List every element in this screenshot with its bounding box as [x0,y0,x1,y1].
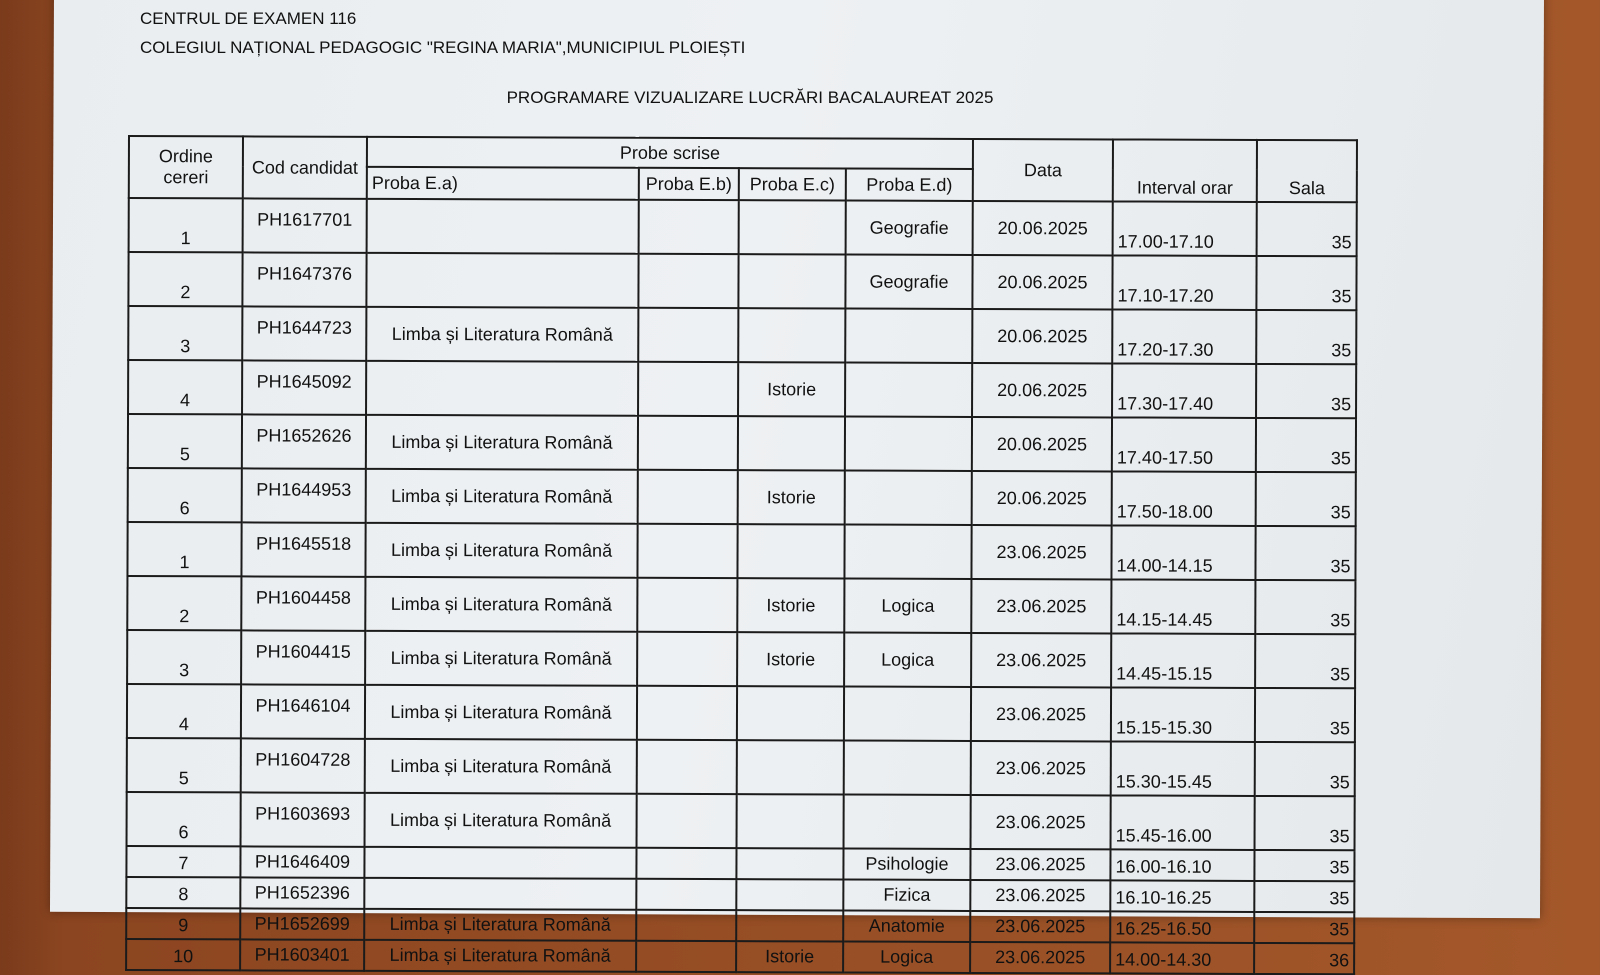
date-cell: 23.06.2025 [970,880,1110,911]
proba-ed-cell: Logica [843,942,970,973]
interval-cell: 16.00-16.10 [1110,849,1254,881]
room-cell: 35 [1256,364,1356,418]
order-cell: 6 [128,468,242,522]
date-cell: 23.06.2025 [971,687,1111,741]
table-row [127,522,1355,580]
table-row [129,198,1357,256]
table-row [127,684,1355,742]
room-cell: 35 [1255,742,1355,796]
table-row [126,939,1354,974]
table-row [127,630,1355,688]
order-cell: 6 [127,792,241,846]
table-row [128,306,1356,364]
table-row [126,908,1354,943]
candidate-code-cell: PH1646104 [241,684,365,738]
interval-cell: 17.50-18.00 [1112,471,1256,526]
proba-eb-cell [637,524,737,578]
date-cell: 20.06.2025 [972,309,1112,363]
room-cell: 35 [1256,310,1356,364]
candidate-code-cell: PH1604458 [241,576,365,630]
proba-ed-cell: Geografie [846,201,973,255]
proba-ed-cell: Psihologie [843,849,970,880]
proba-eb-cell [636,941,736,972]
header-cod-candidat: Cod candidat [243,136,367,198]
proba-ed-cell [845,363,972,417]
document-title: PROGRAMARE VIZUALIZARE LUCRĂRI BACALAUREAT 2025 [506,88,994,107]
proba-ed-cell: Logica [844,579,971,633]
order-cell: 3 [128,306,242,360]
proba-ec-cell: Istorie [737,632,844,686]
proba-eb-cell [638,362,738,416]
interval-cell: 15.30-15.45 [1111,741,1255,796]
candidate-code-cell: PH1652699 [240,908,364,939]
proba-eb-cell [637,578,737,632]
table-row [128,468,1356,526]
candidate-code-cell: PH1646409 [240,846,364,877]
proba-ea-cell: Limba și Literatura Română [365,631,637,686]
proba-ed-cell [844,687,971,741]
proba-ea-cell: Limba și Literatura Română [365,793,637,848]
interval-cell: 17.20-17.30 [1112,309,1256,364]
proba-eb-cell [638,416,738,470]
proba-ec-cell [739,200,846,254]
interval-cell: 15.45-16.00 [1111,795,1255,850]
header-proba-eb: Proba E.b) [639,168,739,200]
table-row [127,738,1355,796]
date-cell: 23.06.2025 [970,911,1110,942]
order-cell: 10 [126,939,240,970]
date-cell: 20.06.2025 [972,255,1112,309]
date-cell: 20.06.2025 [972,471,1112,525]
room-cell: 35 [1256,418,1356,472]
header-interval-orar: Interval orar [1113,139,1257,202]
order-cell: 4 [127,684,241,738]
proba-ec-cell [737,524,844,578]
proba-ec-cell [736,910,843,941]
proba-ed-cell [844,741,971,795]
candidate-code-cell: PH1652626 [242,414,366,468]
proba-ea-cell: Limba și Literatura Română [366,415,638,470]
proba-ea-cell: Limba și Literatura Română [365,739,637,794]
interval-cell: 14.15-14.45 [1111,579,1255,634]
order-cell: 1 [127,522,241,576]
proba-eb-cell [636,879,736,910]
interval-cell: 14.00-14.30 [1110,942,1254,974]
date-cell: 20.06.2025 [973,201,1113,255]
proba-ed-cell [844,525,971,579]
proba-eb-cell [638,470,738,524]
header-probe-scrise: Probe scrise [367,137,973,169]
order-cell: 2 [127,576,241,630]
order-cell: 5 [128,414,242,468]
candidate-code-cell: PH1603401 [240,939,364,970]
proba-ea-cell: Limba și Literatura Română [366,307,638,362]
candidate-code-cell: PH1604415 [241,630,365,684]
interval-cell: 16.10-16.25 [1110,880,1254,912]
proba-ea-cell: Limba și Literatura Română [364,940,636,972]
date-cell: 23.06.2025 [971,741,1111,795]
proba-ea-cell: Limba și Literatura Română [365,577,637,632]
proba-ec-cell [738,416,845,470]
interval-cell: 17.30-17.40 [1112,363,1256,418]
candidate-code-cell: PH1603693 [241,792,365,846]
table-row [127,576,1355,634]
date-cell: 23.06.2025 [972,525,1112,579]
order-cell: 4 [128,360,242,414]
proba-ea-cell: Limba și Literatura Română [365,523,637,578]
room-cell: 35 [1254,850,1354,881]
proba-ed-cell: Geografie [845,255,972,309]
proba-ec-cell [738,308,845,362]
proba-ed-cell [845,417,972,471]
interval-cell: 14.00-14.15 [1112,525,1256,580]
table-row [128,360,1356,418]
date-cell: 23.06.2025 [971,795,1111,849]
interval-cell: 17.00-17.10 [1113,201,1257,256]
proba-eb-cell [636,848,736,879]
candidate-code-cell: PH1644953 [242,468,366,522]
proba-ea-cell [364,847,636,879]
exam-center-line: CENTRUL DE EXAMEN 116 [140,9,357,28]
candidate-code-cell: PH1617701 [243,198,367,252]
proba-eb-cell [638,254,738,308]
room-cell: 35 [1256,256,1356,310]
proba-ed-cell: Anatomie [843,911,970,942]
proba-ec-cell [736,848,843,879]
date-cell: 20.06.2025 [972,363,1112,417]
interval-cell: 17.10-17.20 [1112,255,1256,310]
proba-ec-cell [737,740,844,794]
header-proba-ed: Proba E.d) [846,169,973,201]
proba-ec-cell [737,794,844,848]
interval-cell: 15.15-15.30 [1111,687,1255,742]
proba-ec-cell: Istorie [736,941,843,972]
proba-eb-cell [636,910,736,941]
table-row [126,846,1354,881]
proba-ec-cell: Istorie [737,578,844,632]
proba-ec-cell: Istorie [738,362,845,416]
candidate-code-cell: PH1652396 [240,877,364,908]
room-cell: 35 [1255,796,1355,850]
proba-eb-cell [637,686,737,740]
proba-ea-cell [366,361,638,416]
header-data: Data [973,139,1113,201]
candidate-code-cell: PH1644723 [242,306,366,360]
order-cell: 1 [129,198,243,252]
header-proba-ec: Proba E.c) [739,168,846,200]
room-cell: 35 [1255,634,1355,688]
room-cell: 35 [1256,472,1356,526]
room-cell: 35 [1256,526,1356,580]
candidate-code-cell: PH1604728 [241,738,365,792]
proba-ea-cell: Limba și Literatura Română [364,909,636,941]
schedule-table [125,135,1358,975]
order-cell: 2 [128,252,242,306]
order-cell: 7 [126,846,240,877]
proba-eb-cell [637,794,737,848]
proba-ea-cell: Limba și Literatura Română [365,685,637,740]
date-cell: 23.06.2025 [970,942,1110,973]
proba-ec-cell [736,879,843,910]
room-cell: 35 [1254,912,1354,943]
room-cell: 35 [1254,881,1354,912]
proba-eb-cell [638,308,738,362]
proba-ea-cell: Limba și Literatura Română [366,469,638,524]
document-header [140,4,745,62]
table-body [126,198,1357,974]
proba-ed-cell [844,795,971,849]
table-row [127,792,1355,850]
proba-ec-cell [737,686,844,740]
candidate-code-cell: PH1645518 [241,522,365,576]
proba-ea-cell [366,253,638,308]
order-cell: 5 [127,738,241,792]
proba-ed-cell: Logica [844,633,971,687]
room-cell: 35 [1257,202,1357,256]
interval-cell: 17.40-17.50 [1112,417,1256,472]
proba-ea-cell [367,199,639,254]
proba-eb-cell [637,632,737,686]
proba-ea-cell [364,878,636,910]
date-cell: 23.06.2025 [970,849,1110,880]
proba-ec-cell [738,254,845,308]
proba-ed-cell [845,309,972,363]
interval-cell: 16.25-16.50 [1110,911,1254,943]
room-cell: 36 [1254,943,1354,974]
date-cell: 23.06.2025 [971,579,1111,633]
date-cell: 20.06.2025 [972,417,1112,471]
proba-ec-cell: Istorie [738,470,845,524]
order-cell: 8 [126,877,240,908]
proba-eb-cell [639,200,739,254]
header-sala: Sala [1257,140,1357,202]
proba-eb-cell [637,740,737,794]
candidate-code-cell: PH1647376 [242,252,366,306]
room-cell: 35 [1255,688,1355,742]
room-cell: 35 [1255,580,1355,634]
proba-ed-cell [845,471,972,525]
school-name-line: COLEGIUL NAȚIONAL PEDAGOGIC "REGINA MARIA",MUNICIPIUL PLOIEȘTI [140,38,746,57]
date-cell: 23.06.2025 [971,633,1111,687]
order-cell: 9 [126,908,240,939]
header-proba-ea: Proba E.a) [367,167,639,200]
interval-cell: 14.45-15.15 [1111,633,1255,688]
table-row [126,877,1354,912]
table-row [128,414,1356,472]
candidate-code-cell: PH1645092 [242,360,366,414]
table-row [128,252,1356,310]
order-cell: 3 [127,630,241,684]
header-ordine-cereri: Ordine cereri [129,136,243,198]
proba-ed-cell: Fizica [843,880,970,911]
